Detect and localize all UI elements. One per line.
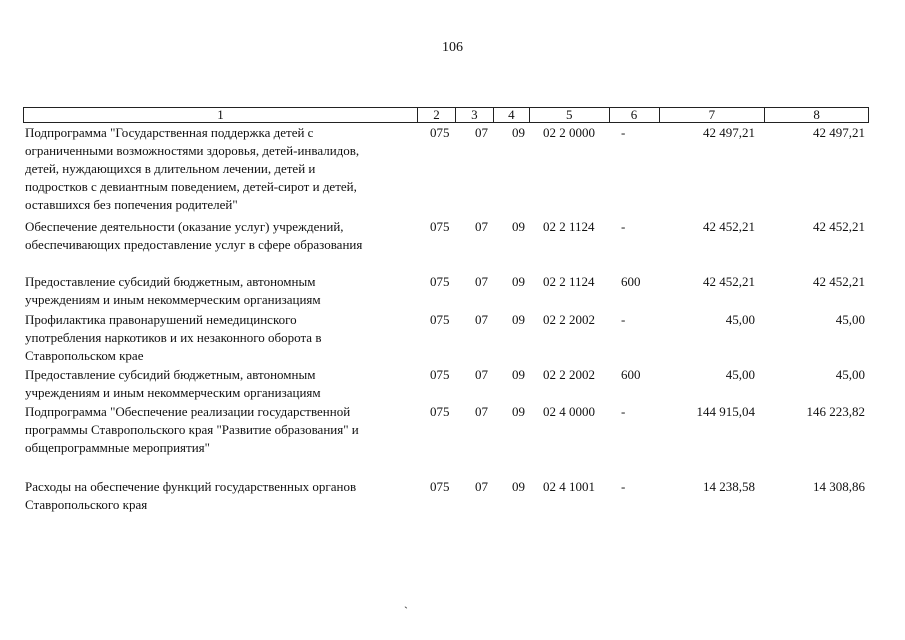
row-col-6: 600 xyxy=(621,274,641,289)
row-col-5: 02 2 2002 xyxy=(543,367,595,382)
row-description: Предоставление субсидий бюджетным, автономным учреждениям и иным некоммерческим организациям xyxy=(25,274,321,307)
row-col-7: 42 497,21 xyxy=(703,125,755,140)
row-col-8: 146 223,82 xyxy=(806,404,865,419)
row-description: Расходы на обеспечение функций государственных органов Ставропольского края xyxy=(25,479,357,512)
header-col-5: 5 xyxy=(530,108,610,122)
row-col-4: 09 xyxy=(512,125,525,140)
row-col-4: 09 xyxy=(512,404,525,419)
header-col-2: 2 xyxy=(418,108,456,122)
row-col-3: 07 xyxy=(475,479,488,494)
row-col-4: 09 xyxy=(512,219,525,234)
row-col-3: 07 xyxy=(475,312,488,327)
row-col-8: 45,00 xyxy=(835,312,865,327)
header-col-4: 4 xyxy=(494,108,530,122)
row-col-6: 600 xyxy=(621,367,641,382)
row-col-7: 42 452,21 xyxy=(703,274,755,289)
header-col-6: 6 xyxy=(610,108,660,122)
row-col-3: 07 xyxy=(475,274,488,289)
row-col-3: 07 xyxy=(475,125,488,140)
row-col-5: 02 2 0000 xyxy=(543,125,595,140)
row-description: Подпрограмма "Обеспечение реализации государственной программы Ставропольского края "Развитие образования" и общепрограммные мероприятия" xyxy=(25,404,359,455)
row-col-8: 45,00 xyxy=(835,367,865,382)
row-col-3: 07 xyxy=(475,404,488,419)
header-col-8: 8 xyxy=(813,107,820,122)
row-col-7: 14 238,58 xyxy=(703,479,755,494)
row-col-2: 075 xyxy=(430,479,450,494)
row-col-7: 45,00 xyxy=(725,312,755,327)
row-col-4: 09 xyxy=(512,479,525,494)
row-col-5: 02 2 1124 xyxy=(543,274,595,289)
page-number: 106 xyxy=(442,40,463,55)
header-col-3: 3 xyxy=(456,108,494,122)
row-col-8: 42 452,21 xyxy=(813,219,865,234)
row-col-8: 14 308,86 xyxy=(813,479,865,494)
row-col-6: - xyxy=(621,404,626,419)
row-col-2: 075 xyxy=(430,312,450,327)
row-description: Профилактика правонарушений немедицинского употребления наркотиков и их незаконного оборота в Ставропольском крае xyxy=(25,312,322,363)
row-col-7: 144 915,04 xyxy=(696,404,755,419)
row-description: Обеспечение деятельности (оказание услуг) учреждений, обеспечивающих предоставление услуг в сфере образования xyxy=(25,219,363,252)
footer-mark: ` xyxy=(404,604,408,618)
row-col-6: - xyxy=(621,125,626,140)
row-col-6: - xyxy=(621,219,626,234)
row-col-4: 09 xyxy=(512,312,525,327)
row-col-6: - xyxy=(621,479,626,494)
table-header xyxy=(23,107,869,123)
row-col-7: 45,00 xyxy=(725,367,755,382)
row-col-2: 075 xyxy=(430,404,450,419)
row-col-2: 075 xyxy=(430,367,450,382)
row-col-8: 42 497,21 xyxy=(813,125,865,140)
row-col-2: 075 xyxy=(430,274,450,289)
row-col-2: 075 xyxy=(430,219,450,234)
row-col-3: 07 xyxy=(475,367,488,382)
header-col-7: 7 xyxy=(660,108,766,122)
row-description: Предоставление субсидий бюджетным, автономным учреждениям и иным некоммерческим организациям xyxy=(25,367,321,400)
row-col-8: 42 452,21 xyxy=(813,274,865,289)
row-col-4: 09 xyxy=(512,274,525,289)
row-col-2: 075 xyxy=(430,125,450,140)
row-col-5: 02 2 1124 xyxy=(543,219,595,234)
row-col-6: - xyxy=(621,312,626,327)
row-description: Подпрограмма "Государственная поддержка детей с ограниченными возможностями здоровья, детей-инвалидов, детей, нуждающихся в длительном лечении, детей и подростков с девиантным поведением, детей-сирот и детей, оставшихся без попечения родителей" xyxy=(25,125,360,212)
row-col-3: 07 xyxy=(475,219,488,234)
row-col-4: 09 xyxy=(512,367,525,382)
row-col-7: 42 452,21 xyxy=(703,219,755,234)
header-col-1: 1 xyxy=(24,108,418,122)
row-col-5: 02 4 1001 xyxy=(543,479,595,494)
row-col-5: 02 2 2002 xyxy=(543,312,595,327)
row-col-5: 02 4 0000 xyxy=(543,404,595,419)
